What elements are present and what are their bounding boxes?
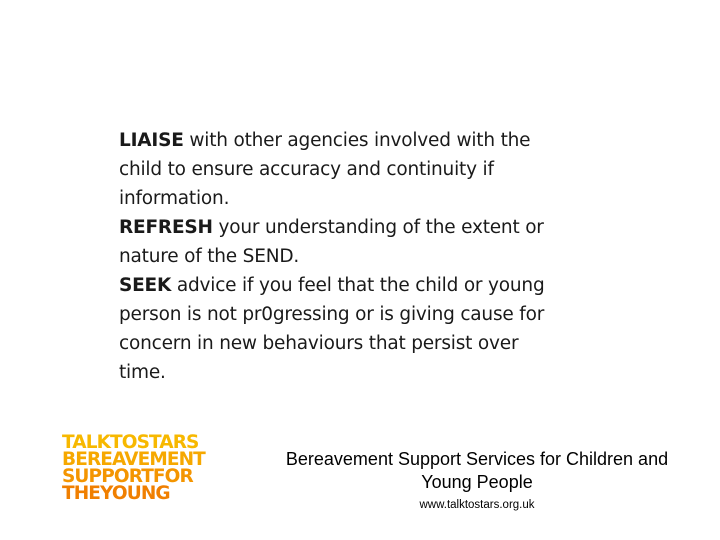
paragraph-refresh-text: your understanding of the extent or nature of the SEND. — [119, 217, 544, 267]
logo-line-2: BEREAVEMENT — [62, 449, 205, 470]
footer-title-line-1: Bereavement Support Services for Children and — [285, 449, 669, 469]
paragraph-seek-text: advice if you feel that the child or young person is not pr0gressing or is giving cause for concern in new behaviours that persist over time. — [119, 275, 545, 383]
footer-title-line-2: Young People — [421, 472, 533, 492]
paragraph-seek — [119, 271, 569, 387]
keyword-refresh: REFRESH — [119, 217, 213, 238]
logo-line-4: THEYOUNG — [62, 483, 170, 504]
paragraph-liaise — [119, 126, 569, 213]
keyword-seek: SEEK — [119, 275, 172, 296]
paragraph-liaise-text: with other agencies involved with the child to ensure accuracy and continuity if information. — [119, 130, 531, 209]
logo-line-1: TALKTOSTARS — [62, 432, 199, 453]
footer-url: www.talktostars.org.uk — [419, 499, 535, 511]
paragraph-refresh — [119, 213, 569, 271]
keyword-liaise: LIAISE — [119, 130, 184, 151]
talktostars-logo — [62, 434, 232, 502]
footer — [238, 448, 716, 512]
logo-line-3: SUPPORTFOR — [62, 466, 193, 487]
body-text — [119, 126, 569, 387]
